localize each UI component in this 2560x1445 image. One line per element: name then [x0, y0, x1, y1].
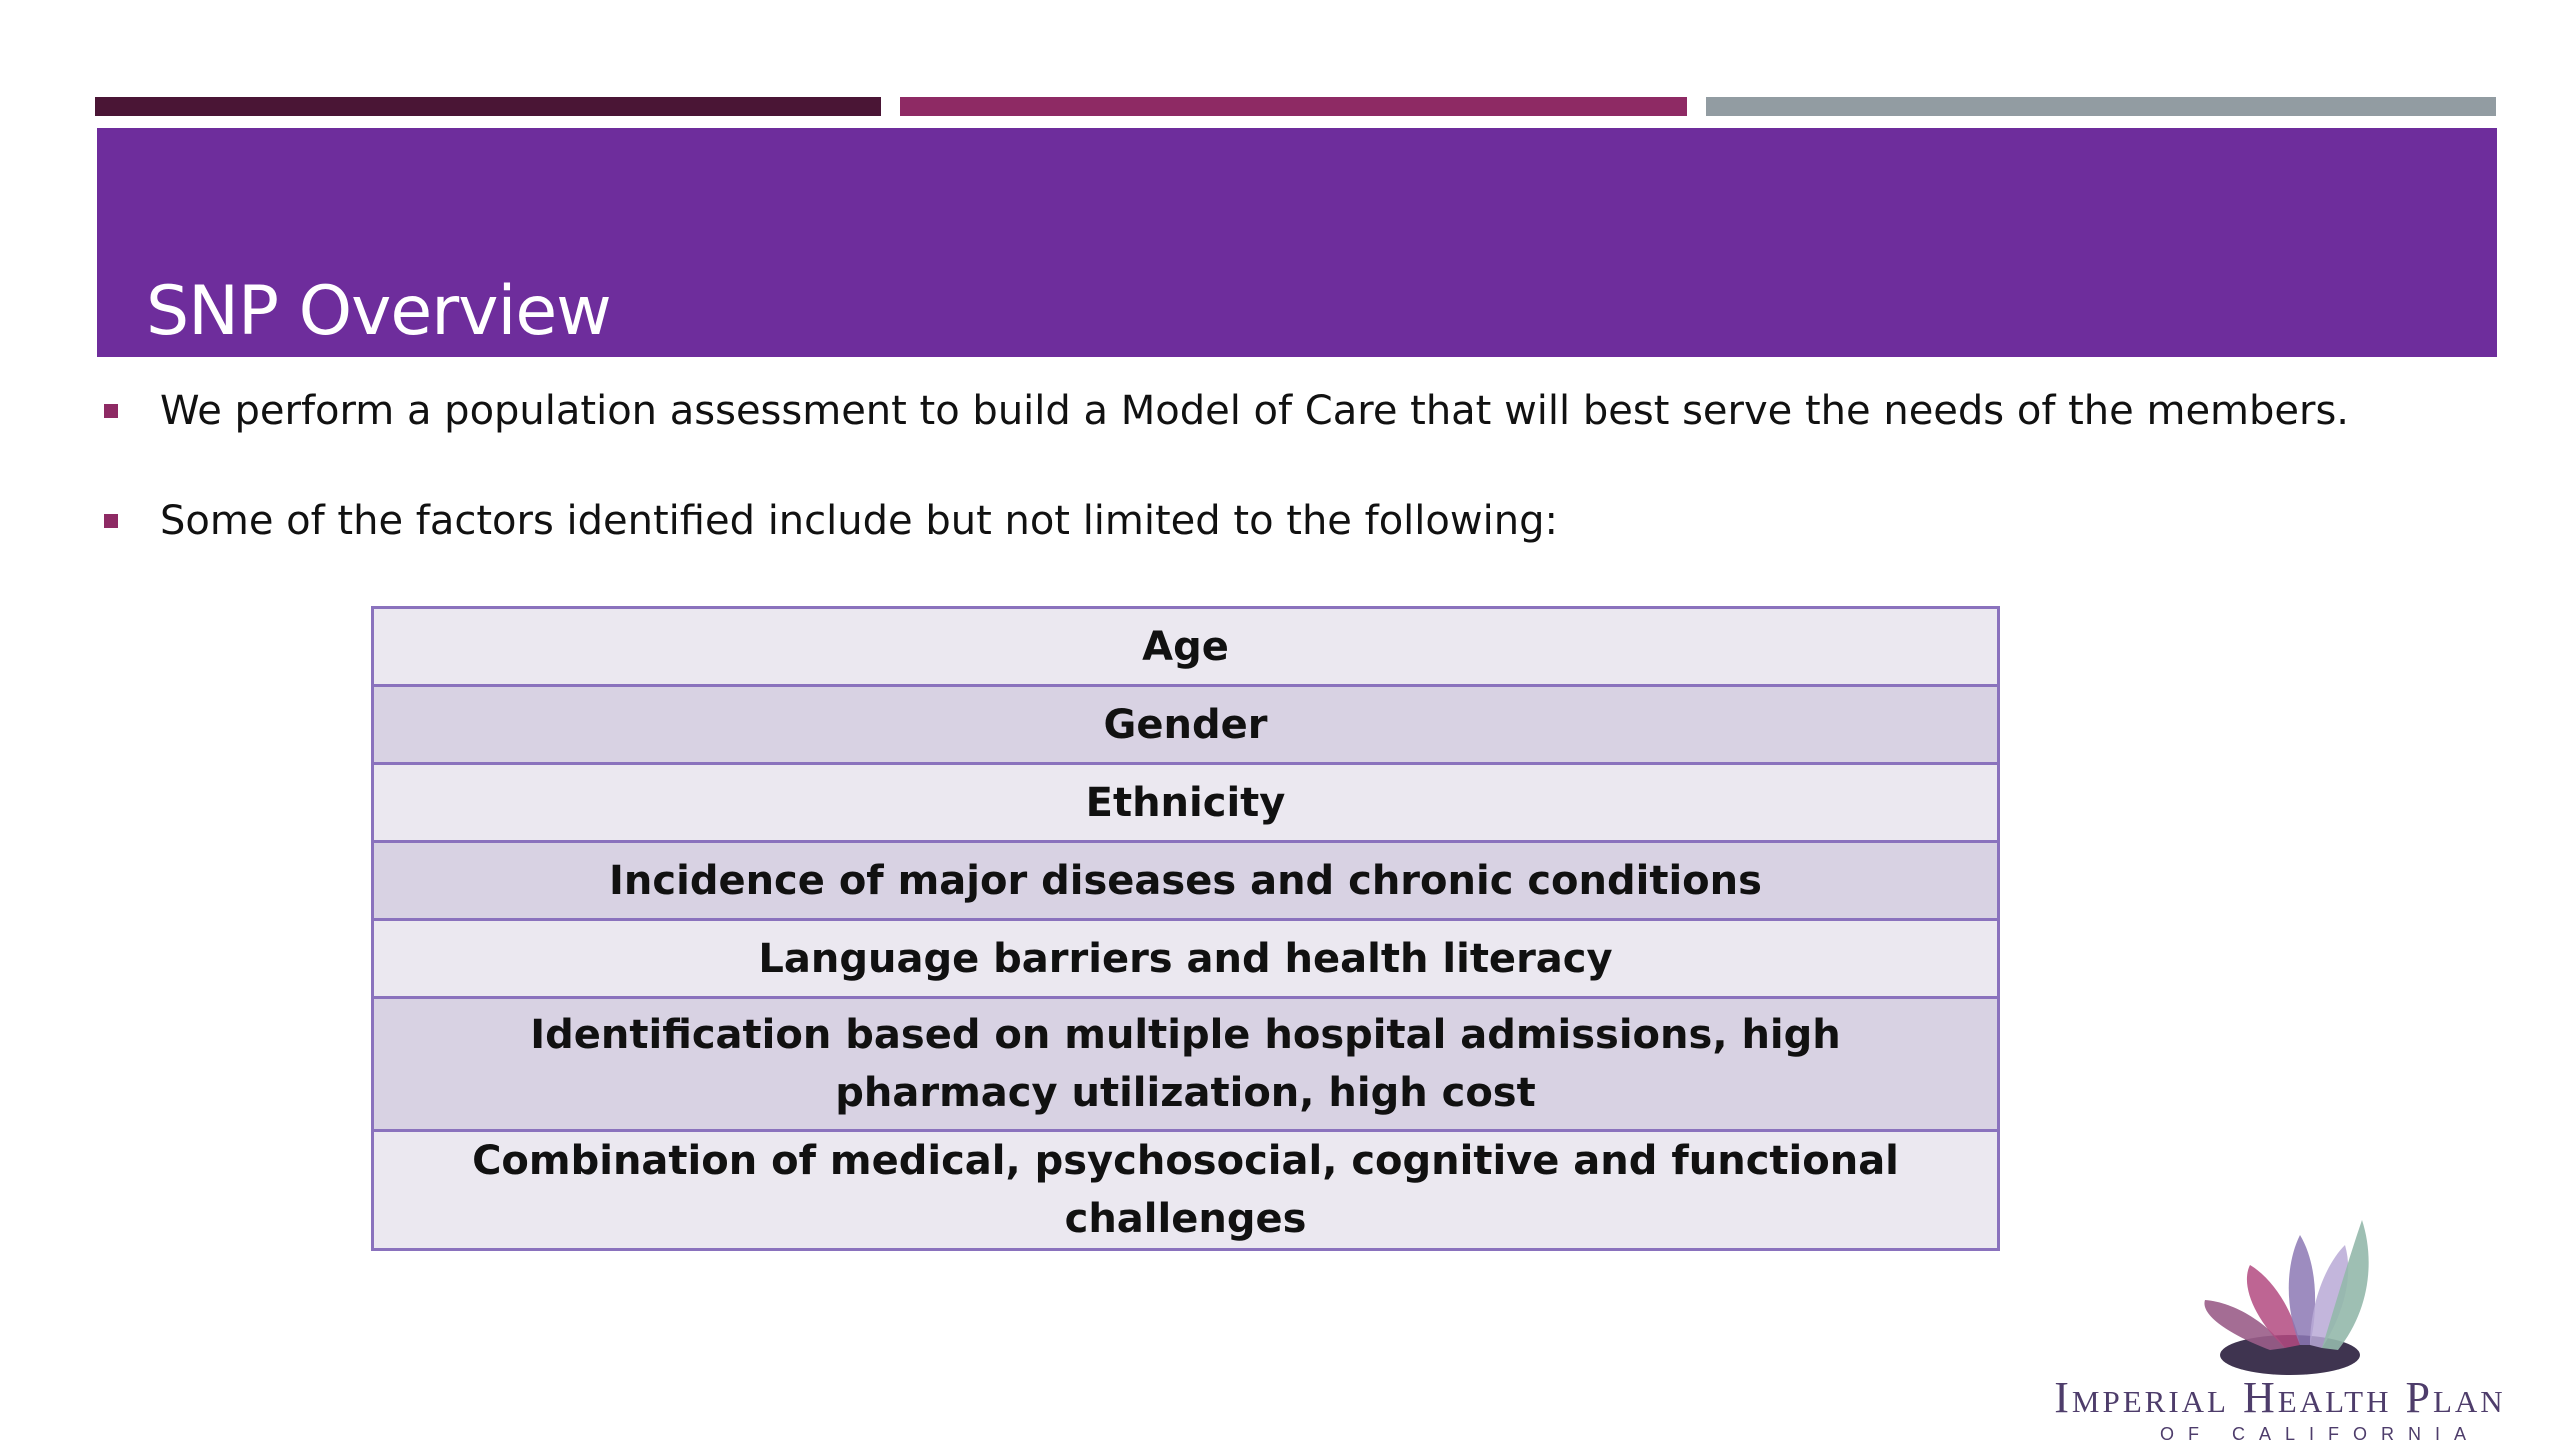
table-cell: Gender	[373, 686, 1999, 764]
square-bullet-icon	[104, 514, 118, 528]
table-cell: Language barriers and health literacy	[373, 920, 1999, 998]
table-row	[373, 842, 1999, 920]
bullet-text: Some of the factors identified include but not limited to the following:	[160, 498, 1558, 544]
table-row	[373, 1131, 1999, 1250]
table-row	[373, 608, 1999, 686]
bullet-text: We perform a population assessment to build a Model of Care that will best serve the needs of the members.	[160, 388, 2350, 434]
square-bullet-icon	[104, 404, 118, 418]
table-row	[373, 686, 1999, 764]
accent-bar-magenta	[900, 97, 1687, 116]
table-row	[373, 998, 1999, 1131]
table-cell: Combination of medical, psychosocial, cognitive and functional challenges	[373, 1131, 1999, 1250]
table-cell: Incidence of major diseases and chronic conditions	[373, 842, 1999, 920]
table-cell: Ethnicity	[373, 764, 1999, 842]
logo-subtitle: OF CALIFORNIA	[2159, 1424, 2480, 1444]
bullet-item	[104, 498, 1558, 544]
table-cell: Identification based on multiple hospital admissions, high pharmacy utilization, high cost	[373, 998, 1999, 1131]
table-row	[373, 764, 1999, 842]
table-row	[373, 920, 1999, 998]
table-cell: Age	[373, 608, 1999, 686]
bullet-item	[104, 388, 2349, 434]
accent-bar-gray	[1706, 97, 2496, 116]
accent-bar-dark	[95, 97, 881, 116]
factors-table	[371, 606, 2000, 1251]
slide-title: SNP Overview	[146, 272, 611, 351]
title-band	[97, 128, 2497, 357]
logo-name: Imperial Health Plan	[2054, 1373, 2506, 1422]
